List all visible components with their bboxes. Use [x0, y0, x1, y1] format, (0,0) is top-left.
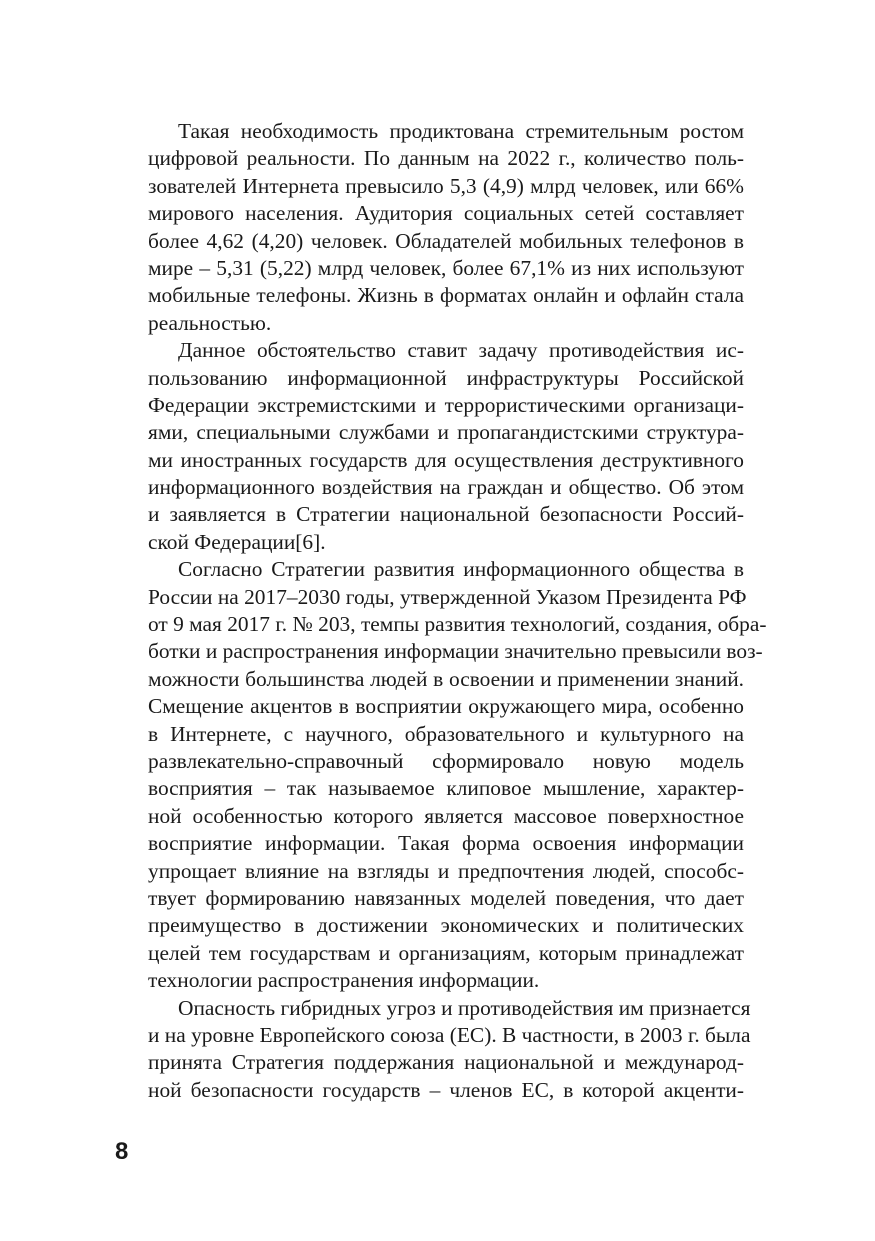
text-line: мире – 5,31 (5,22) млрд человек, более 67,1% из них используют: [148, 255, 744, 280]
text-line: мирового населения. Аудитория социальных сетей составляет: [148, 201, 744, 226]
text-line: мобильные телефоны. Жизнь в форматах онлайн и офлайн стала: [148, 283, 744, 308]
body-text: [118, 118, 767, 1104]
text-line: технологии распространения информации.: [148, 968, 540, 993]
text-line: Согласно Стратегии развития информационного общества в: [178, 557, 744, 582]
text-line: можности большинства людей в освоении и применении знаний.: [148, 666, 744, 691]
text-line: цифровой реальности. По данным на 2022 г., количество поль-: [148, 146, 744, 171]
text-line: пользованию информационной инфраструктуры Российской: [148, 365, 744, 390]
text-line: принята Стратегия поддержания национальной и международ-: [148, 1050, 744, 1075]
text-line: ной особенностью которого является массовое поверхностное: [148, 803, 744, 828]
text-line: более 4,62 (4,20) человек. Обладателей мобильных телефонов в: [148, 228, 744, 253]
text-line: зователей Интернета превысило 5,3 (4,9) млрд человек, или 66%: [148, 173, 744, 198]
page-number: 8: [115, 1138, 129, 1165]
text-line: ями, специальными службами и пропагандистскими структура-: [148, 420, 744, 445]
text-line: от 9 мая 2017 г. № 203, темпы развития технологий, создания, обра-: [148, 612, 767, 637]
text-line: целей тем государствам и организациям, которым принадлежат: [148, 940, 744, 965]
paragraph-1: [118, 118, 744, 337]
paragraph-4: [118, 995, 751, 1105]
text-line: России на 2017–2030 годы, утвержденной Указом Президента РФ: [148, 584, 747, 609]
text-line: и на уровне Европейского союза (ЕС). В частности, в 2003 г. была: [148, 1022, 751, 1047]
text-line: ми иностранных государств для осуществления деструктивного: [148, 447, 744, 472]
text-line: Данное обстоятельство ставит задачу противодействия ис-: [178, 338, 744, 363]
text-line: Смещение акцентов в восприятии окружающего мира, особенно: [148, 694, 744, 719]
text-line: и заявляется в Стратегии национальной безопасности Россий-: [148, 502, 744, 527]
text-line: информационного воздействия на граждан и общество. Об этом: [148, 475, 744, 500]
text-line: ботки и распространения информации значительно превысили воз-: [148, 639, 763, 664]
text-line: Федерации экстремистскими и террористическими организаци-: [148, 392, 744, 417]
text-line: преимущество в достижении экономических и политических: [148, 913, 744, 938]
text-line: восприятия – так называемое клиповое мышление, характер-: [148, 776, 744, 801]
text-line: реальностью.: [148, 310, 272, 335]
text-line: упрощает влияние на взгляды и предпочтения людей, способс-: [148, 858, 744, 883]
text-line: в Интернете, с научного, образовательного и культурного на: [148, 721, 744, 746]
text-line: развлекательно-справочный сформировало новую модель: [148, 748, 744, 773]
paragraph-2: [118, 337, 744, 556]
text-line: ской Федерации[6].: [148, 529, 326, 554]
text-line: Опасность гибридных угроз и противодействия им признается: [178, 995, 751, 1020]
text-line: Такая необходимость продиктована стремительным ростом: [178, 119, 744, 143]
text-line: твует формированию навязанных моделей поведения, что дает: [148, 885, 744, 910]
text-line: восприятие информации. Такая форма освоения информации: [148, 831, 744, 856]
paragraph-3: [118, 556, 767, 994]
text-line: ной безопасности государств – членов ЕС, в которой акценти-: [148, 1077, 744, 1102]
